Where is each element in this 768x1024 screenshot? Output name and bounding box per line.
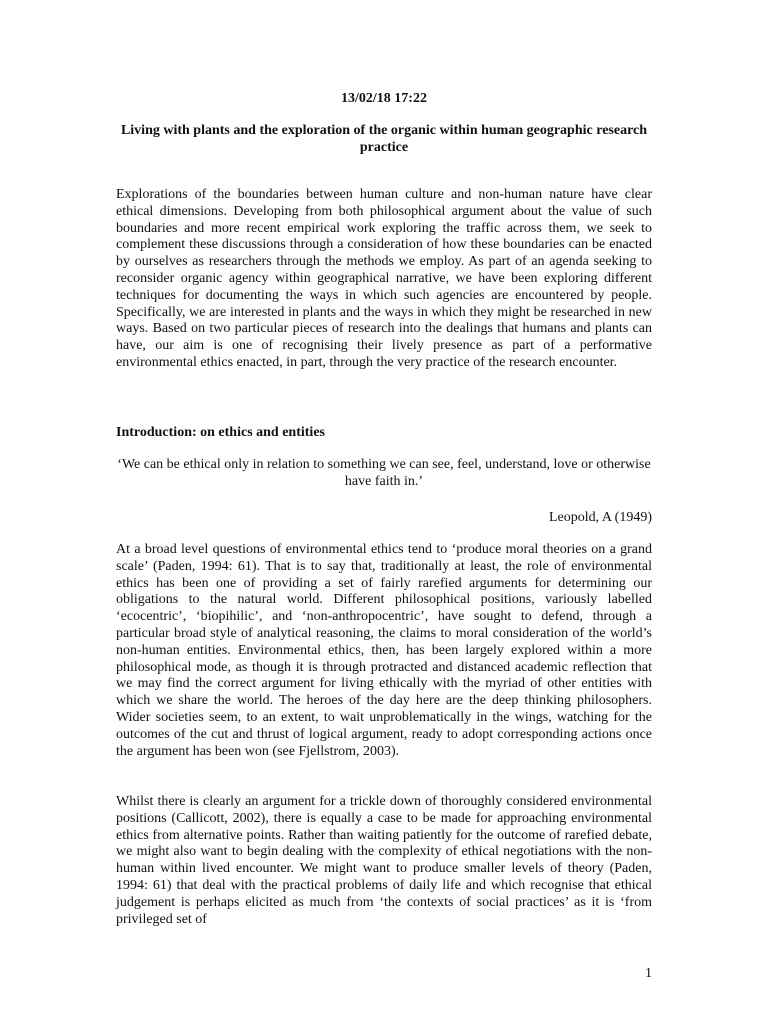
page-number: 1 bbox=[645, 966, 652, 981]
document-page bbox=[116, 0, 652, 1024]
abstract-paragraph: Explorations of the boundaries between human culture and non-human nature have clear ethical dimensions. Developing from both philosophical argument about the value of such boundaries and more recent empirical work exploring the traffic across them, we seek to complement these discussions through a consideration of how these boundaries can be enacted by ourselves as researchers through the methods we employ. As part of an agenda seeking to reconsider organic agency within geographical narrative, we have been exploring different techniques for documenting the ways in which such agencies are encountered by people. Specifically, we are interested in plants and the ways in which they might be researched in new ways. Based on two particular pieces of research into the dealings that humans and plants can have, our aim is one of recognising their lively presence as part of a performative environmental ethics enacted, in part, through the very practice of the research encounter. bbox=[116, 187, 652, 370]
document-title: Living with plants and the exploration of the organic within human geographic research practice bbox=[120, 123, 648, 155]
body-paragraph: At a broad level questions of environmental ethics tend to ‘produce moral theories on a grand scale’ (Paden, 1994: 61). That is to say that, traditionally at least, the role of environmental ethics has been one of providing a set of fairly rarefied arguments for determining our obligations to the natural world. Different philosophical positions, variously labelled ‘ecocentric’, ‘biopihilic’, and ‘non-anthropocentric’, have sought to defend, through a particular broad style of analytical reasoning, the claims to moral consideration of the world’s non-human entities. Environmental ethics, then, has been largely explored within a more philosophical mode, as though it is through protracted and distanced academic reflection that we may find the correct argument for living ethically with the myriad of other entities with which we share the world. The heroes of the day here are the deep thinking philosophers. Wider societies seem, to an extent, to wait unproblematically in the wings, watching for the outcomes of the cut and thrust of logical argument, ready to adopt corresponding actions once the argument has been won (see Fjellstrom, 2003). bbox=[116, 542, 652, 759]
section-heading: Introduction: on ethics and entities bbox=[116, 425, 325, 440]
document-datetime: 13/02/18 17:22 bbox=[341, 91, 427, 106]
quote-attribution: Leopold, A (1949) bbox=[548, 510, 652, 525]
epigraph-quote: ‘We can be ethical only in relation to something we can see, feel, understand, love or otherwise have faith in.’ bbox=[117, 457, 651, 489]
body-paragraph: Whilst there is clearly an argument for a trickle down of thoroughly considered environmental positions (Callicott, 2002), there is equally a case to be made for approaching environmental ethics from alternative points. Rather than waiting patiently for the outcome of rarefied debate, we might also want to begin dealing with the complexity of ethical negotiations with the non-human within lived encounter. We might want to produce smaller levels of theory (Paden, 1994: 61) that deal with the practical problems of daily life and which recognise that ethical judgement is perhaps elicited as much from ‘the contexts of social practices’ as it is ‘from privileged set of bbox=[116, 794, 652, 927]
